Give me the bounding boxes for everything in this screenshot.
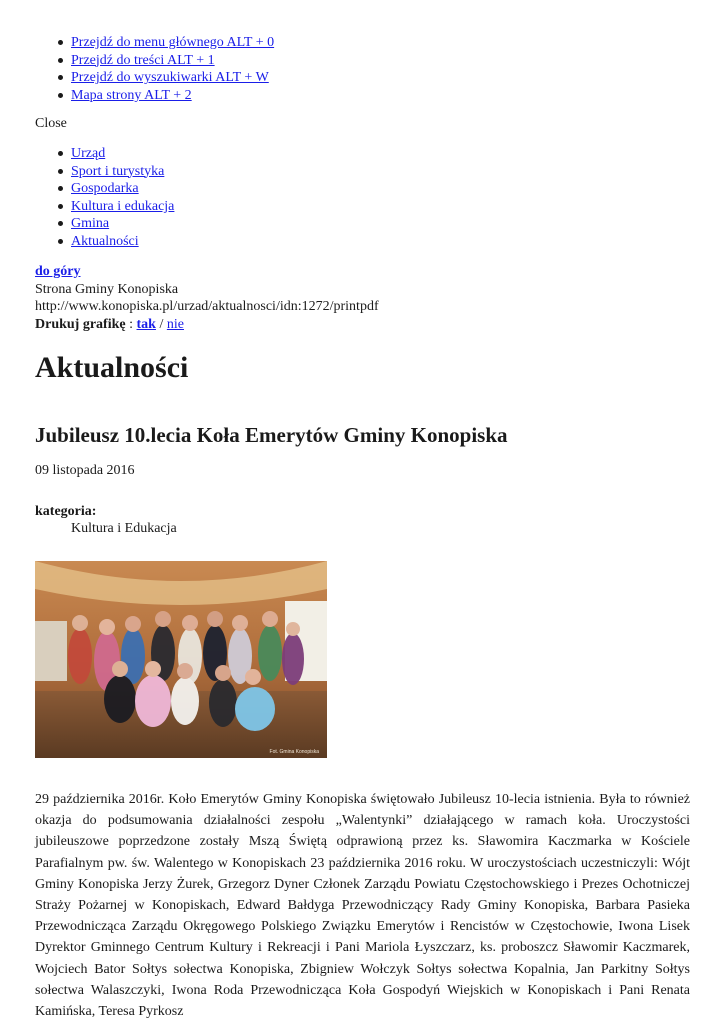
back-to-top-link[interactable]: do góry — [35, 264, 81, 279]
menu-link-gmina[interactable]: Gmina — [71, 216, 110, 232]
main-menu — [0, 145, 174, 251]
menu-item — [0, 163, 174, 181]
menu-link-gospodarka[interactable]: Gospodarka — [71, 181, 139, 197]
menu-link-urzad[interactable]: Urząd — [71, 146, 106, 161]
print-colon: : — [129, 317, 134, 332]
menu-item — [0, 198, 174, 216]
print-graphics-label: Drukuj grafikę — [35, 317, 126, 332]
skip-link-main-menu[interactable]: Przejdź do menu głównego ALT + 0 — [71, 35, 275, 50]
menu-item — [0, 233, 174, 251]
menu-link-kultura[interactable]: Kultura i edukacja — [71, 198, 175, 214]
skip-link-item — [0, 87, 274, 105]
site-name: Strona Gminy Konopiska — [35, 282, 179, 297]
print-graphics-line — [35, 317, 184, 333]
skip-link-item — [0, 34, 274, 52]
section-title: Aktualności — [35, 351, 189, 384]
site-url: http://www.konopiska.pl/urzad/aktualnosci/idn:1272/printpdf — [35, 299, 379, 314]
article-body: 29 października 2016r. Koło Emerytów Gminy Konopiska świętowało Jubileusz 10-lecia istnienia. Była to również okazja do podsumowania działalności zespołu „Walentynki” działającego w ramach koła. Uroczystości jubileuszowe poprzedzone zostały Mszą Świętą odprawioną przez ks. Sławomira Kaczmarka w Kościele Parafialnym pw. św. Walentego w Konopiskach 23 października 2016 roku. W uroczystościach uczestniczyli: Wójt Gminy Konopiska Jerzy Żurek, Grzegorz Dyner Członek Zarządu Powiatu Częstochowskiego i Prezes Ochotniczej Straży Pożarnej w Konopiskach, Edward Bałdyga Przewodniczący Rady Gminy Konopiska, Barbara Pasieka Przewodnicząca Zarządu Okręgowego Polskiego Związku Emerytów i Rencistów w Częstochowie, Iwona Lisek Dyrektor Gminnego Centrum Kultury i Rekreacji i Pani Mariola Łyszczarz, ks. proboszcz Sławomir Kaczmarek, Wojciech Bator Sołtys sołectwa Konopiska, Zbigniew Wołczyk Sołtys sołectwa Kopalnia, Jan Parkitny Sołtys sołectwa Walaszczyki, Iwona Roda Przewodnicząca Koła Gospodyń Wiejskich w Konopiskach i Pani Renata Kamińska, Teresa Pyrkosz — [35, 792, 690, 1020]
print-graphics-yes-link[interactable]: tak — [136, 317, 156, 332]
article-date: 09 listopada 2016 — [35, 463, 135, 478]
print-graphics-no-link[interactable]: nie — [166, 317, 184, 332]
menu-item — [0, 180, 174, 198]
skip-link-content[interactable]: Przejdź do treści ALT + 1 — [71, 52, 215, 68]
menu-item — [0, 215, 174, 233]
skip-links-list — [0, 34, 274, 104]
menu-link-aktualnosci[interactable]: Aktualności — [71, 233, 139, 249]
article-title: Jubileusz 10.lecia Koła Emerytów Gminy Konopiska — [35, 423, 508, 447]
menu-item — [0, 145, 174, 163]
skip-link-item — [0, 69, 274, 87]
category-label: kategoria: — [35, 504, 97, 519]
menu-link-sport[interactable]: Sport i turystyka — [71, 163, 165, 179]
print-slash: / — [159, 317, 164, 332]
photo-watermark: Fot. Gmina Konopiska — [269, 749, 319, 755]
close-label[interactable]: Close — [35, 116, 67, 131]
category-value: Kultura i Edukacja — [71, 521, 177, 536]
article-photo — [35, 561, 327, 758]
skip-link-search[interactable]: Przejdź do wyszukiwarki ALT + W — [71, 70, 269, 86]
skip-link-item — [0, 52, 274, 70]
skip-link-sitemap[interactable]: Mapa strony ALT + 2 — [71, 87, 192, 103]
